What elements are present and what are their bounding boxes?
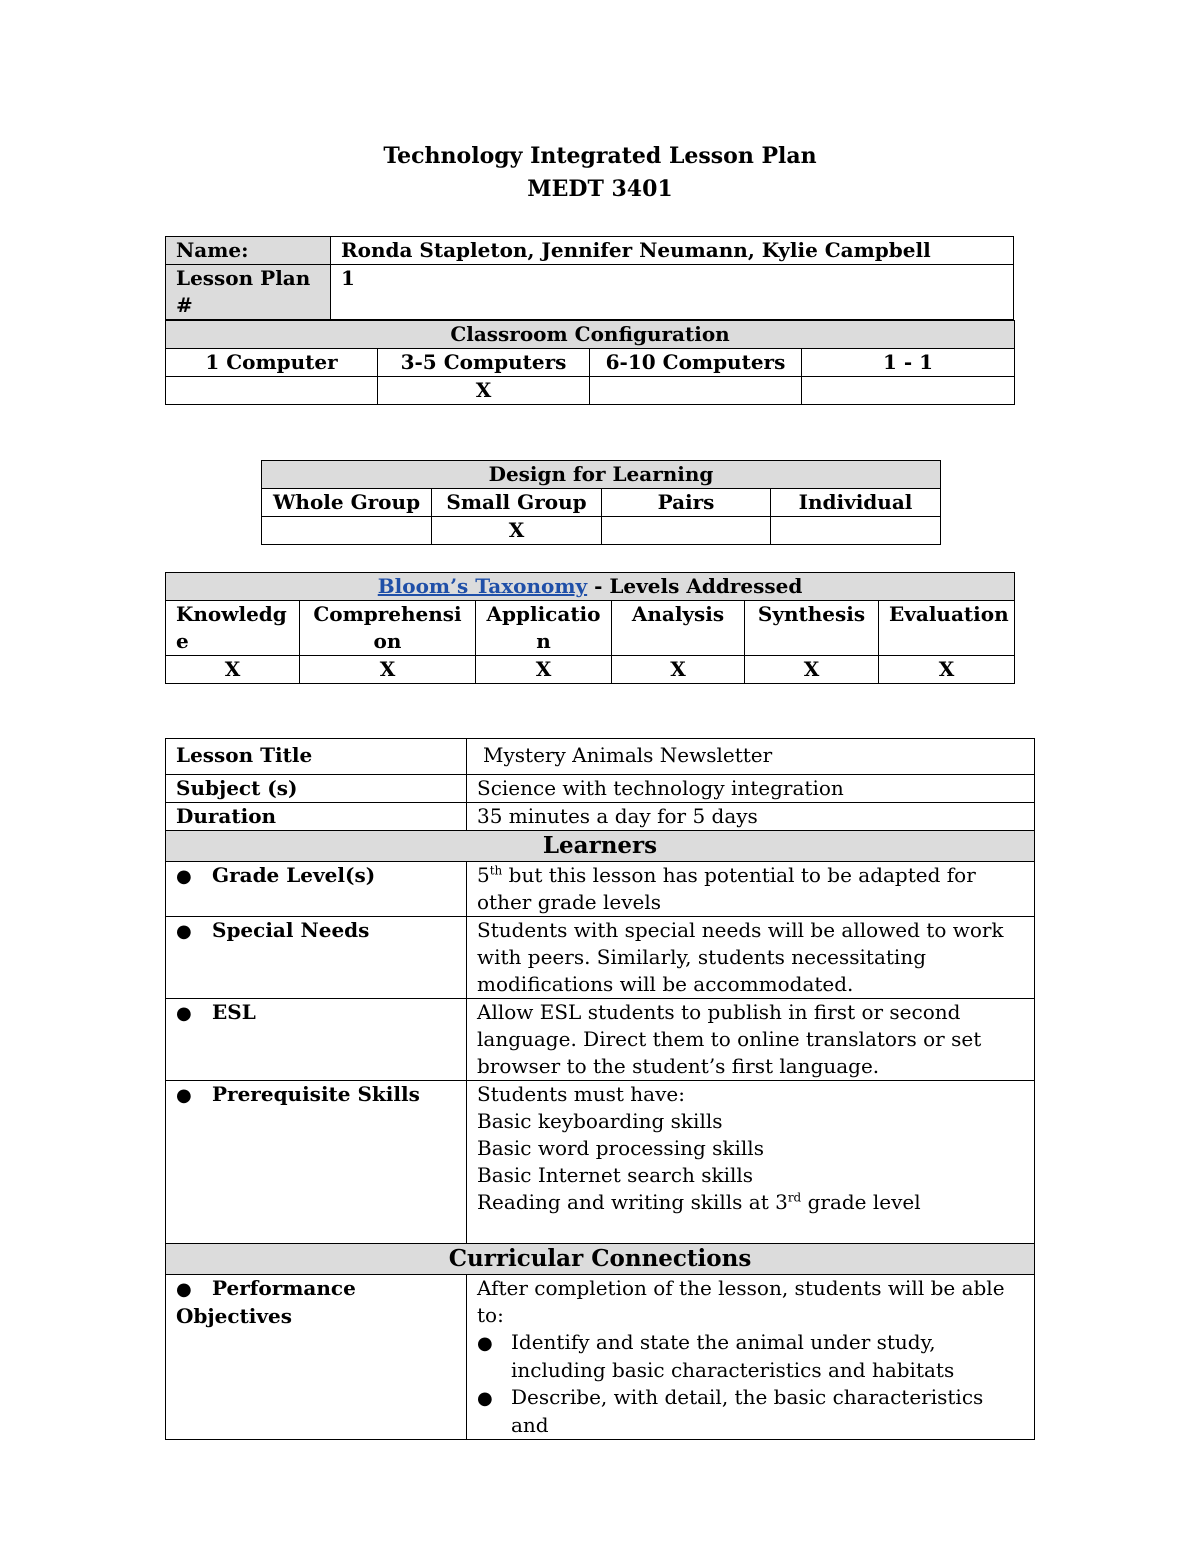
col-1-computer: 1 Computer bbox=[166, 349, 378, 377]
design-for-learning-table bbox=[261, 460, 941, 545]
mark-6-10-computers bbox=[590, 377, 802, 405]
col-pairs: Pairs bbox=[602, 489, 771, 517]
objective-item bbox=[477, 1384, 1024, 1439]
lesson-plan-value: 1 bbox=[331, 265, 1014, 320]
grade-number: 5 bbox=[477, 863, 490, 887]
lesson-details-table bbox=[165, 738, 1035, 1440]
mark-synthesis: X bbox=[745, 656, 879, 684]
mark-evaluation: X bbox=[879, 656, 1015, 684]
special-needs-value: Students with special needs will be allowed to work with peers. Similarly, students necessitating modifications will be accommodated. bbox=[467, 917, 1035, 999]
lesson-plan-label: Lesson Plan # bbox=[166, 265, 331, 320]
mark-pairs bbox=[602, 517, 771, 545]
design-for-learning-title: Design for Learning bbox=[262, 461, 941, 489]
bullet-icon: ● bbox=[176, 921, 192, 942]
name-value: Ronda Stapleton, Jennifer Neumann, Kylie Campbell bbox=[331, 237, 1014, 265]
col-knowledge: Knowledge bbox=[166, 601, 300, 656]
prerequisite-reading-rest: grade level bbox=[801, 1190, 921, 1214]
col-analysis: Analysis bbox=[612, 601, 745, 656]
grade-level-label: Grade Level(s) bbox=[212, 863, 376, 887]
info-table bbox=[165, 236, 1014, 320]
mark-comprehension: X bbox=[300, 656, 476, 684]
col-comprehension: Comprehension bbox=[300, 601, 476, 656]
prerequisite-reading-text: Reading and writing skills at 3 bbox=[477, 1190, 788, 1214]
col-6-10-computers: 6-10 Computers bbox=[590, 349, 802, 377]
grade-level-label-cell bbox=[166, 862, 467, 917]
prerequisite-item bbox=[477, 1189, 1024, 1216]
duration-value: 35 minutes a day for 5 days bbox=[467, 803, 1035, 831]
performance-objectives-label-cell bbox=[166, 1275, 467, 1440]
bullet-icon: ● bbox=[176, 866, 192, 887]
mark-1-computer bbox=[166, 377, 378, 405]
mark-analysis: X bbox=[612, 656, 745, 684]
blooms-taxonomy-table bbox=[165, 572, 1015, 684]
classroom-configuration-title: Classroom Configuration bbox=[166, 321, 1015, 349]
blooms-taxonomy-link[interactable]: Bloom’s Taxonomy bbox=[377, 574, 588, 598]
col-whole-group: Whole Group bbox=[262, 489, 432, 517]
objective-text: Identify and state the animal under study, including basic characteristics and habitats bbox=[511, 1330, 955, 1382]
col-1-to-1: 1 - 1 bbox=[802, 349, 1015, 377]
mark-3-5-computers: X bbox=[378, 377, 590, 405]
prerequisite-reading-suffix: rd bbox=[787, 1190, 802, 1205]
col-synthesis: Synthesis bbox=[745, 601, 879, 656]
classroom-configuration-table bbox=[165, 320, 1015, 405]
name-label: Name: bbox=[166, 237, 331, 265]
bullet-icon: ● bbox=[477, 1388, 493, 1409]
prerequisite-intro: Students must have: bbox=[477, 1082, 685, 1106]
mark-1-to-1 bbox=[802, 377, 1015, 405]
grade-description: but this lesson has potential to be adapted for other grade levels bbox=[477, 863, 976, 914]
mark-individual bbox=[771, 517, 941, 545]
learners-heading: Learners bbox=[166, 831, 1035, 862]
objective-text: Describe, with detail, the basic characteristics and bbox=[511, 1385, 984, 1437]
col-evaluation: Evaluation bbox=[879, 601, 1015, 656]
col-3-5-computers: 3-5 Computers bbox=[378, 349, 590, 377]
mark-application: X bbox=[476, 656, 612, 684]
blooms-taxonomy-title bbox=[166, 573, 1015, 601]
performance-objectives-label: Performance Objectives bbox=[176, 1276, 356, 1328]
objective-item bbox=[477, 1329, 1024, 1384]
prerequisite-item: Basic Internet search skills bbox=[477, 1163, 754, 1187]
col-application: Application bbox=[476, 601, 612, 656]
subject-value: Science with technology integration bbox=[467, 775, 1035, 803]
bullet-icon: ● bbox=[477, 1333, 493, 1354]
subject-label: Subject (s) bbox=[166, 775, 467, 803]
bullet-icon: ● bbox=[176, 1003, 192, 1024]
special-needs-label: Special Needs bbox=[212, 918, 370, 942]
esl-value: Allow ESL students to publish in first or second language. Direct them to online translators or set browser to the student’s first language. bbox=[467, 999, 1035, 1081]
esl-label-cell bbox=[166, 999, 467, 1081]
duration-label: Duration bbox=[166, 803, 467, 831]
performance-objectives-value bbox=[467, 1275, 1035, 1440]
mark-small-group: X bbox=[432, 517, 602, 545]
prerequisite-skills-label-cell bbox=[166, 1081, 467, 1244]
grade-suffix: th bbox=[489, 863, 503, 878]
lesson-title-value: Mystery Animals Newsletter bbox=[467, 739, 1035, 775]
mark-knowledge: X bbox=[166, 656, 300, 684]
objectives-intro: After completion of the lesson, students will be able to: bbox=[477, 1276, 1005, 1327]
course-code: MEDT 3401 bbox=[527, 176, 673, 202]
col-individual: Individual bbox=[771, 489, 941, 517]
special-needs-label-cell bbox=[166, 917, 467, 999]
curricular-connections-heading: Curricular Connections bbox=[166, 1244, 1035, 1275]
prerequisite-skills-label: Prerequisite Skills bbox=[212, 1082, 420, 1106]
prerequisite-item: Basic keyboarding skills bbox=[477, 1109, 723, 1133]
bullet-icon: ● bbox=[176, 1279, 192, 1300]
document-title: Technology Integrated Lesson Plan bbox=[383, 143, 817, 169]
esl-label: ESL bbox=[212, 1000, 256, 1024]
mark-whole-group bbox=[262, 517, 432, 545]
prerequisite-skills-value bbox=[467, 1081, 1035, 1244]
bullet-icon: ● bbox=[176, 1085, 192, 1106]
blooms-title-rest: - Levels Addressed bbox=[587, 574, 803, 598]
prerequisite-item: Basic word processing skills bbox=[477, 1136, 764, 1160]
lesson-title-label: Lesson Title bbox=[166, 739, 467, 775]
col-small-group: Small Group bbox=[432, 489, 602, 517]
grade-level-value bbox=[467, 862, 1035, 917]
